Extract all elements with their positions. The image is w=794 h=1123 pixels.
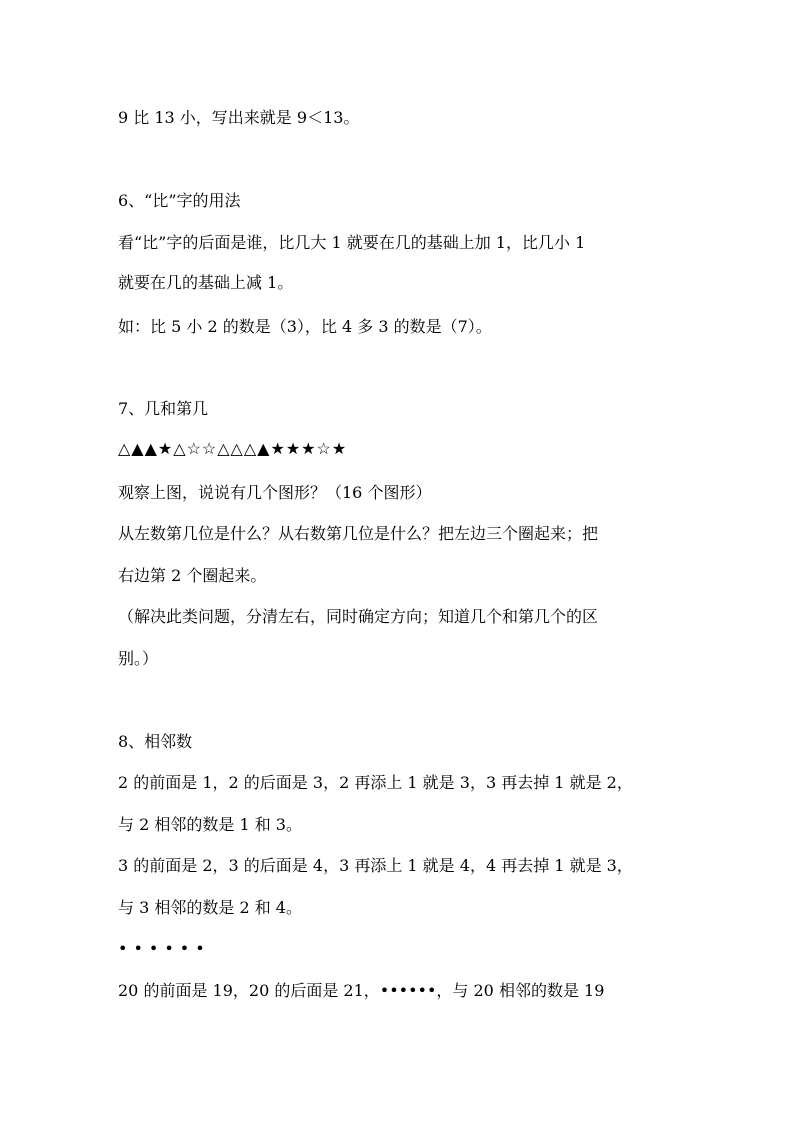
section-heading-7: 7、几和第几 (118, 399, 209, 418)
text-line: 与 3 相邻的数是 2 和 4。 (118, 898, 302, 917)
text-line: 20 的前面是 19，20 的后面是 21，••••••，与 20 相邻的数是 19 (118, 981, 605, 1000)
example-line: 如：比 5 小 2 的数是（3），比 4 多 3 的数是（7）。 (118, 317, 492, 336)
ellipsis-dots: •••••• (118, 939, 211, 958)
note-line: （解决此类问题，分清左右，同时确定方向；知道几个和第几个的区 (118, 607, 599, 626)
text-line-compare-9-13: 9 比 13 小，写出来就是 9＜13。 (118, 108, 360, 127)
note-line: 别。） (118, 649, 159, 668)
text-line: 就要在几的基础上减 1。 (118, 273, 294, 292)
text-line: 与 2 相邻的数是 1 和 3。 (118, 815, 302, 834)
shape-sequence: △▲▲★△☆☆△△△▲★★★☆★ (118, 439, 348, 458)
text-line: 3 的前面是 2，3 的后面是 4，3 再添上 1 就是 4，4 再去掉 1 就是 3， (118, 856, 633, 875)
text-line: 观察上图，说说有几个图形？（16 个图形） (118, 483, 432, 502)
text-line: 从左数第几位是什么？从右数第几位是什么？把左边三个圈起来；把 (118, 524, 599, 543)
section-heading-6: 6、“比”字的用法 (118, 191, 241, 210)
text-line: 右边第 2 个圈起来。 (118, 566, 267, 585)
text-line: 2 的前面是 1，2 的后面是 3，2 再添上 1 就是 3，3 再去掉 1 就是 2， (118, 773, 633, 792)
text-line: 看“比”字的后面是谁，比几大 1 就要在几的基础上加 1，比几小 1 (118, 233, 586, 252)
section-heading-8: 8、相邻数 (118, 732, 193, 751)
